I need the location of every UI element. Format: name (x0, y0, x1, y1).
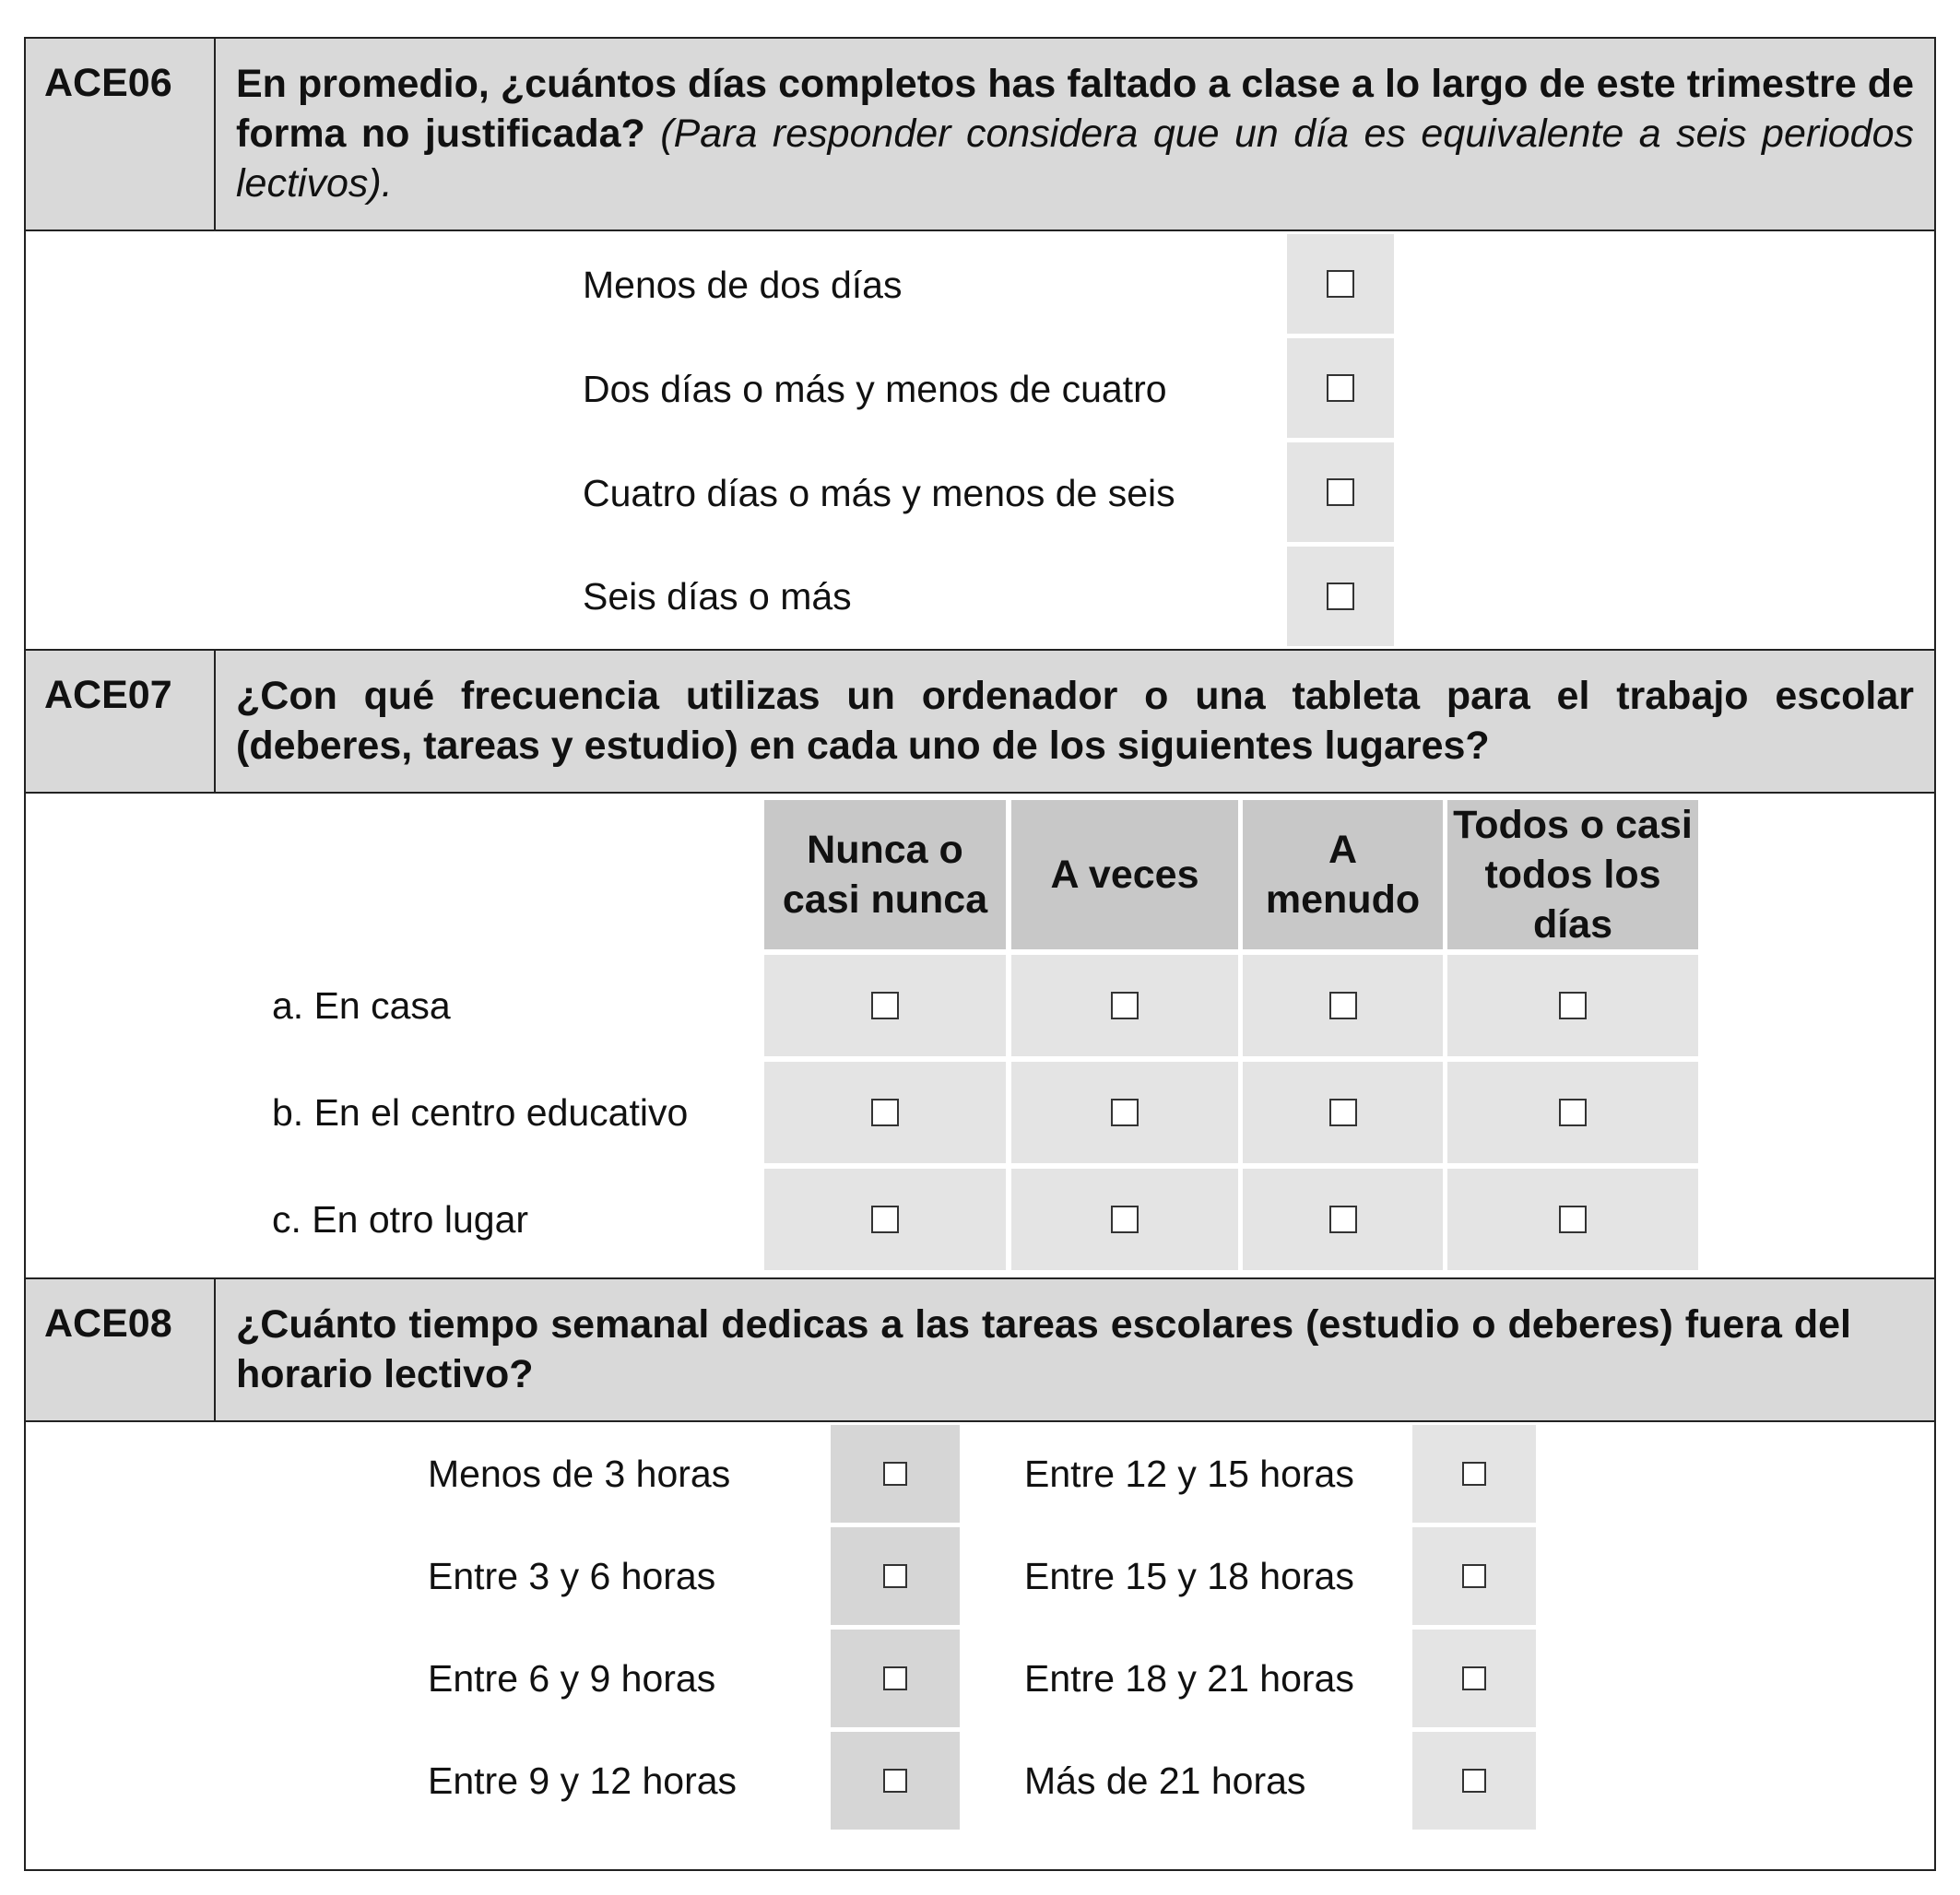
question-header-ace06 (24, 37, 1936, 231)
grid-cell (1243, 955, 1443, 1056)
checkbox[interactable] (1329, 1099, 1357, 1126)
checkbox[interactable] (1462, 1769, 1486, 1793)
question-text-note: (Para responder considera que un día es equivalente a seis periodos lectivos). (236, 112, 1914, 206)
option-label: Entre 3 y 6 horas (428, 1555, 716, 1597)
option-label: Seis días o más (583, 575, 852, 618)
option-label: Entre 18 y 21 horas (1024, 1657, 1354, 1700)
row-label: a. En casa (272, 984, 451, 1027)
checkbox[interactable] (871, 1206, 899, 1233)
checkbox[interactable] (1327, 270, 1354, 298)
question-text-main: En promedio, ¿cuántos días completos has faltado a clase a lo largo de este trimestre de forma no justificada? (236, 62, 1914, 156)
option-label: Entre 15 y 18 horas (1024, 1555, 1354, 1597)
checkbox[interactable] (871, 1099, 899, 1126)
checkbox[interactable] (1111, 992, 1139, 1019)
checkbox[interactable] (1327, 583, 1354, 610)
option-checkbox-cell (831, 1630, 960, 1727)
grid-cell (764, 1062, 1006, 1163)
option-checkbox-cell (1287, 234, 1394, 334)
option-checkbox-cell (1412, 1425, 1536, 1523)
checkbox[interactable] (1559, 1099, 1587, 1126)
question-header-ace07 (24, 649, 1936, 794)
checkbox[interactable] (883, 1564, 907, 1588)
questionnaire-frame (24, 37, 1936, 1871)
checkbox[interactable] (883, 1462, 907, 1486)
checkbox[interactable] (1462, 1564, 1486, 1588)
option-label: Menos de 3 horas (428, 1453, 731, 1495)
option-checkbox-cell (1287, 338, 1394, 438)
checkbox[interactable] (1111, 1206, 1139, 1233)
row-label: c. En otro lugar (272, 1198, 529, 1241)
checkbox[interactable] (883, 1769, 907, 1793)
checkbox[interactable] (883, 1666, 907, 1690)
question-text-main: ¿Con qué frecuencia utilizas un ordenador o una tableta para el trabajo escolar (deberes, tareas y estudio) en cada uno de los siguientes lugares? (236, 674, 1914, 768)
option-checkbox-cell (1412, 1527, 1536, 1625)
grid-cell (1011, 1062, 1238, 1163)
question-text (236, 59, 1914, 208)
option-checkbox-cell (1287, 547, 1394, 646)
option-label: Entre 6 y 9 horas (428, 1657, 716, 1700)
option-checkbox-cell (1412, 1732, 1536, 1830)
option-checkbox-cell (831, 1425, 960, 1523)
option-checkbox-cell (831, 1732, 960, 1830)
question-text (236, 1300, 1851, 1399)
checkbox[interactable] (1111, 1099, 1139, 1126)
option-label: Menos de dos días (583, 264, 903, 306)
option-checkbox-cell (1287, 442, 1394, 542)
row-label: b. En el centro educativo (272, 1091, 689, 1134)
question-header-ace08 (24, 1277, 1936, 1422)
column-header: A menudo (1243, 800, 1443, 949)
checkbox[interactable] (1559, 992, 1587, 1019)
column-header: Nunca o casi nunca (764, 800, 1006, 949)
option-label: Entre 9 y 12 horas (428, 1760, 738, 1802)
checkbox[interactable] (1559, 1206, 1587, 1233)
column-header: Todos o casi todos los días (1447, 800, 1698, 949)
grid-cell (1447, 1062, 1698, 1163)
grid-cell (764, 1169, 1006, 1270)
option-label: Dos días o más y menos de cuatro (583, 368, 1167, 410)
grid-cell (1243, 1169, 1443, 1270)
question-code: ACE08 (26, 1279, 216, 1420)
checkbox[interactable] (1329, 992, 1357, 1019)
question-code: ACE07 (26, 651, 216, 792)
option-label: Entre 12 y 15 horas (1024, 1453, 1354, 1495)
question-code: ACE06 (26, 39, 216, 230)
grid-cell (1447, 955, 1698, 1056)
checkbox[interactable] (871, 992, 899, 1019)
question-text-main: ¿Cuánto tiempo semanal dedicas a las tareas escolares (estudio o deberes) fuera del horario lectivo? (236, 1302, 1851, 1396)
option-label: Cuatro días o más y menos de seis (583, 472, 1175, 514)
column-header: A veces (1011, 800, 1238, 949)
grid-cell (1011, 955, 1238, 1056)
question-text (236, 671, 1914, 771)
grid-cell (1011, 1169, 1238, 1270)
checkbox[interactable] (1327, 374, 1354, 402)
grid-cell (1447, 1169, 1698, 1270)
checkbox[interactable] (1462, 1462, 1486, 1486)
option-checkbox-cell (1412, 1630, 1536, 1727)
grid-cell (764, 955, 1006, 1056)
grid-cell (1243, 1062, 1443, 1163)
checkbox[interactable] (1329, 1206, 1357, 1233)
option-label: Más de 21 horas (1024, 1760, 1306, 1802)
checkbox[interactable] (1462, 1666, 1486, 1690)
option-checkbox-cell (831, 1527, 960, 1625)
checkbox[interactable] (1327, 478, 1354, 506)
